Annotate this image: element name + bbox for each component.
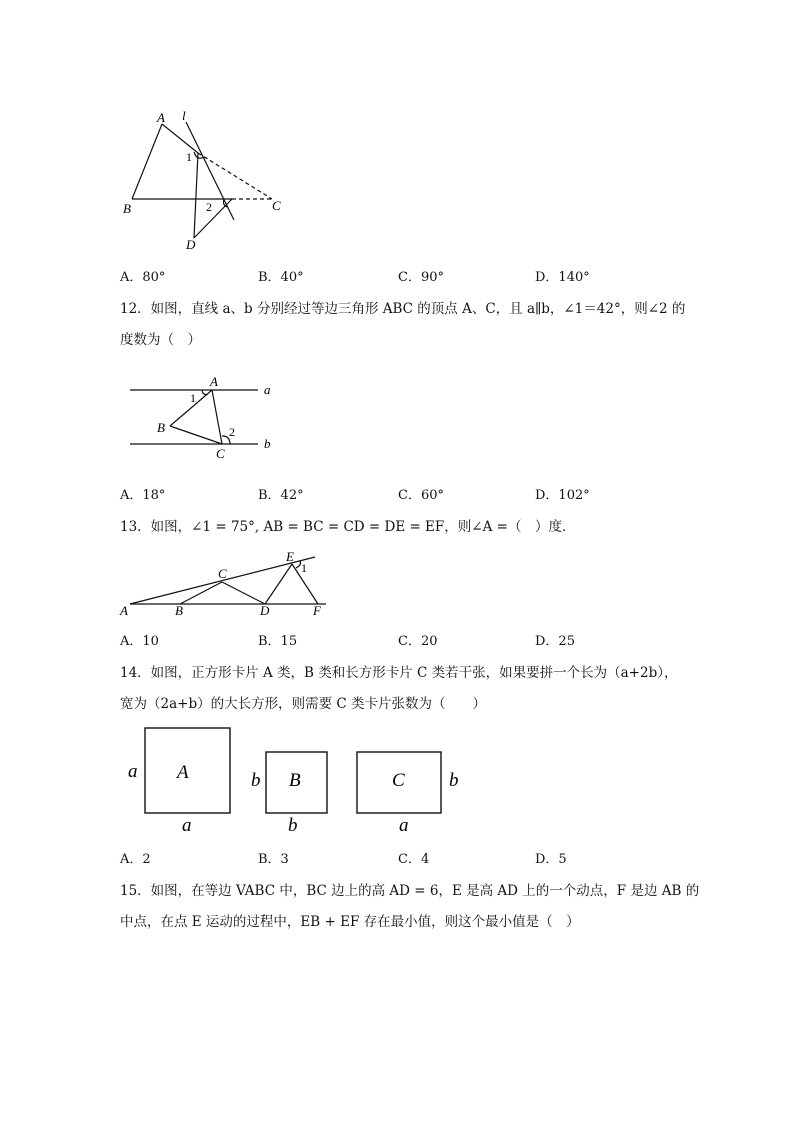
q14-options bbox=[120, 850, 720, 870]
card-a-bottom-label: a bbox=[182, 815, 192, 836]
q14-figure bbox=[0, 720, 794, 840]
q15-stem-line1: 15．如图，在等边 VABC 中，BC 边上的高 AD = 6，E 是高 AD 上的一个动点，F 是边 AB 的 bbox=[120, 883, 700, 899]
q12-label-2: 2 bbox=[229, 425, 235, 439]
q12-option-c[interactable]: C．60° bbox=[398, 488, 444, 503]
q12-label-C: C bbox=[216, 446, 225, 461]
q12-option-b[interactable]: B．42° bbox=[258, 488, 304, 503]
q11-label-1: 1 bbox=[186, 150, 192, 164]
q11-option-b[interactable]: B．40° bbox=[258, 270, 304, 285]
card-c-label: C bbox=[392, 770, 405, 791]
q11-label-l: l bbox=[182, 108, 186, 123]
q12-diagram bbox=[0, 360, 794, 470]
q12-label-1: 1 bbox=[190, 391, 196, 405]
q14-diagram bbox=[0, 720, 794, 840]
q11-option-a[interactable]: A．80° bbox=[120, 270, 166, 285]
q11-options bbox=[120, 268, 720, 288]
q13-option-c[interactable]: C．20 bbox=[398, 634, 438, 649]
card-c-side-label: b bbox=[449, 770, 459, 791]
q11-label-B: B bbox=[123, 201, 131, 216]
q13-label-B: B bbox=[175, 603, 183, 618]
q13-option-d[interactable]: D．25 bbox=[535, 634, 575, 649]
q14-option-b[interactable]: B．3 bbox=[258, 852, 289, 867]
q13-figure bbox=[0, 545, 794, 625]
q12-option-a[interactable]: A．18° bbox=[120, 488, 166, 503]
q11-diagram bbox=[0, 0, 794, 260]
q13-options bbox=[120, 632, 720, 652]
q12-options bbox=[120, 486, 720, 506]
q15-stem-line2: 中点，在点 E 运动的过程中，EB + EF 存在最小值，则这个最小值是（ ） bbox=[120, 914, 580, 930]
q14-option-d[interactable]: D．5 bbox=[535, 852, 567, 867]
q12-figure bbox=[0, 360, 794, 470]
q13-label-F: F bbox=[313, 603, 321, 618]
q13-label-E: E bbox=[286, 549, 294, 564]
q12-stem-line1: 12．如图，直线 a、b 分别经过等边三角形 ABC 的顶点 A、C，且 a∥b，∠1＝42°，则∠2 的 bbox=[120, 301, 686, 317]
q14-option-a[interactable]: A．2 bbox=[120, 852, 151, 867]
q13-stem: 13．如图，∠1 = 75°, AB = BC = CD = DE = EF，则∠A =（ ）度． bbox=[120, 519, 576, 535]
q14-option-c[interactable]: C．4 bbox=[398, 852, 430, 867]
q13-diagram bbox=[0, 545, 794, 625]
card-b-label: B bbox=[289, 770, 301, 791]
q11-option-c[interactable]: C．90° bbox=[398, 270, 444, 285]
q13-label-A: A bbox=[120, 603, 128, 618]
q11-option-d[interactable]: D．140° bbox=[535, 270, 590, 285]
q13-label-1: 1 bbox=[301, 561, 307, 575]
q14-stem-line1: 14．如图，正方形卡片 A 类，B 类和长方形卡片 C 类若干张，如果要拼一个长为（a+2b）， bbox=[120, 665, 678, 681]
q13-option-a[interactable]: A．10 bbox=[120, 634, 159, 649]
card-c-bottom-label: a bbox=[399, 815, 409, 836]
q11-label-A: A bbox=[157, 110, 165, 125]
q12-label-A: A bbox=[210, 374, 218, 389]
q12-option-d[interactable]: D．102° bbox=[535, 488, 590, 503]
card-b-side-label: b bbox=[251, 770, 261, 791]
q11-label-C: C bbox=[272, 198, 281, 213]
q11-label-2: 2 bbox=[206, 200, 212, 214]
card-b-bottom-label: b bbox=[288, 815, 298, 836]
card-a-side-label: a bbox=[128, 761, 138, 782]
q13-label-D: D bbox=[260, 603, 270, 618]
q13-label-C: C bbox=[218, 566, 227, 581]
q11-label-D: D bbox=[186, 237, 196, 252]
q12-label-b: b bbox=[264, 436, 271, 451]
q12-stem-line2: 度数为（ ） bbox=[120, 332, 201, 348]
q14-stem-line2: 宽为（2a+b）的大长方形，则需要 C 类卡片张数为（ ） bbox=[120, 696, 487, 712]
card-a-label: A bbox=[177, 762, 189, 783]
q11-figure bbox=[0, 0, 794, 260]
q12-label-B: B bbox=[157, 420, 165, 435]
q13-option-b[interactable]: B．15 bbox=[258, 634, 298, 649]
q12-label-a: a bbox=[264, 382, 271, 397]
